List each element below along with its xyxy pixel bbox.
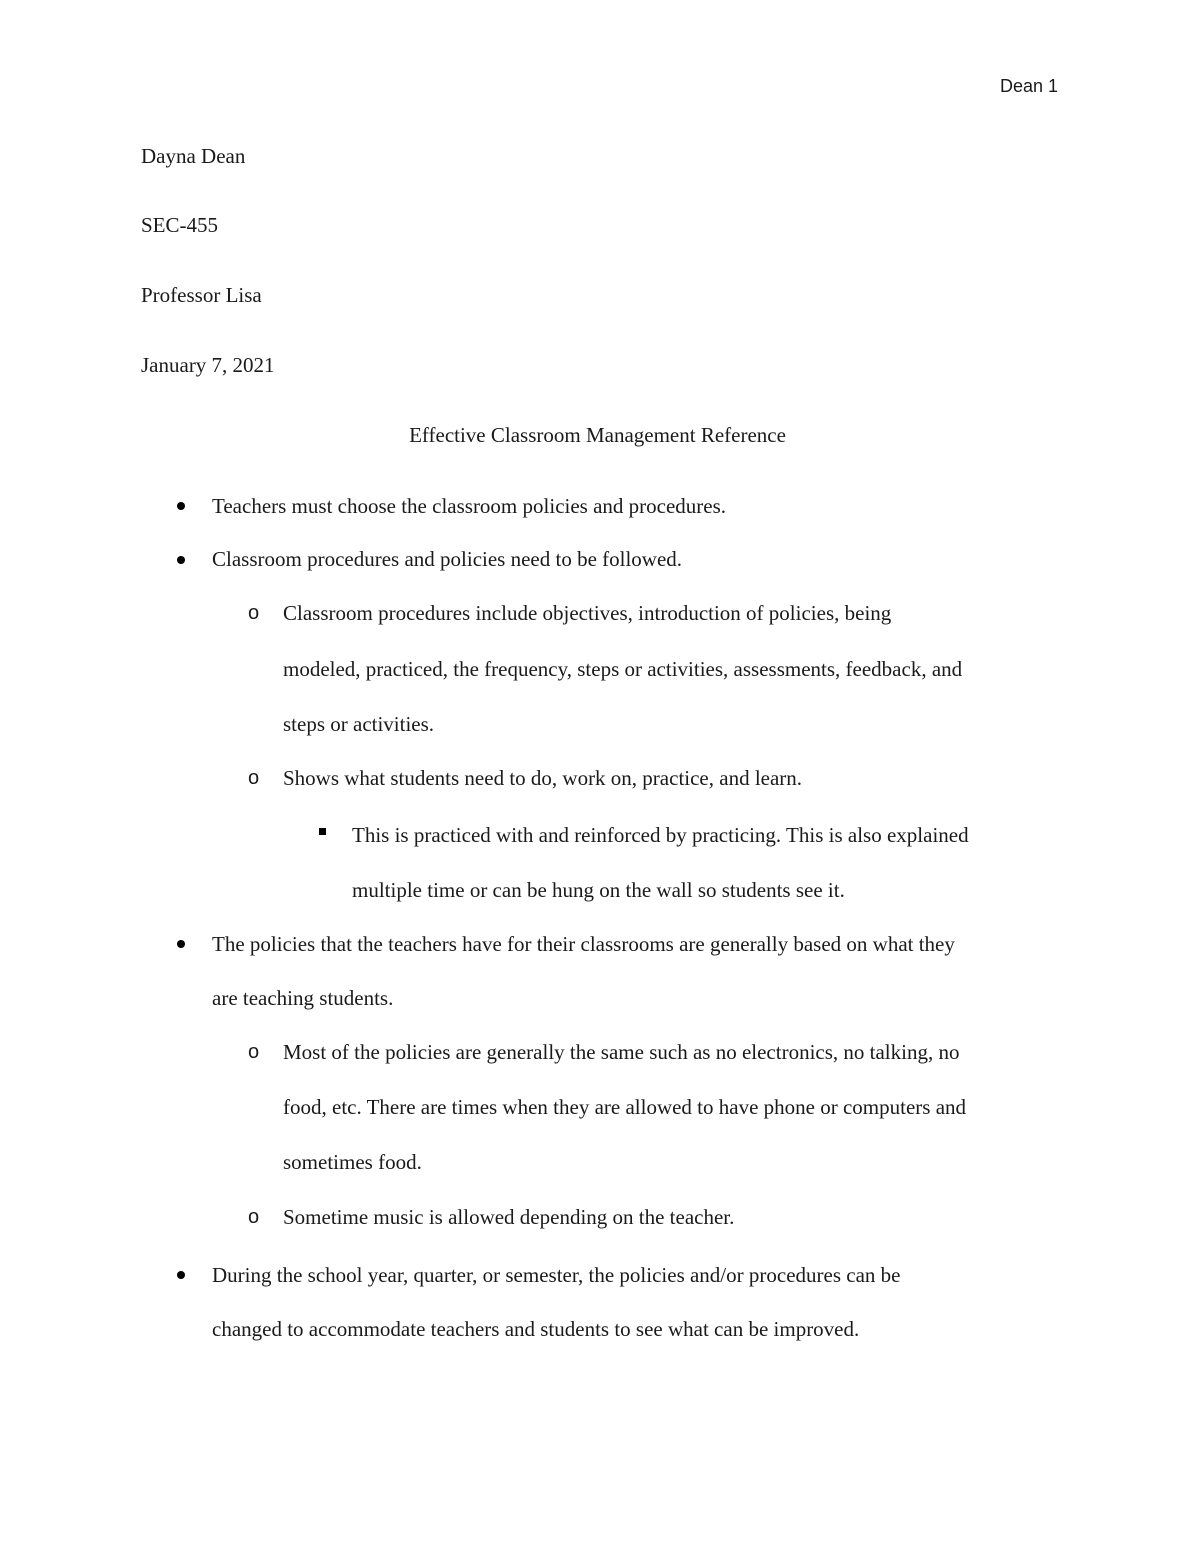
list-item-text: During the school year, quarter, or semester, the policies and/or procedures can be	[212, 1263, 901, 1287]
list-item-text: are teaching students.	[212, 986, 394, 1010]
list-item-text: The policies that the teachers have for their classrooms are generally based on what they	[212, 932, 955, 956]
list-item-text: Teachers must choose the classroom policies and procedures.	[212, 494, 727, 518]
course-code: SEC-455	[141, 213, 219, 237]
author-name: Dayna Dean	[141, 144, 246, 168]
document-title: Effective Classroom Management Reference	[409, 423, 786, 447]
list-item-text: Classroom procedures include objectives, introduction of policies, being	[283, 601, 892, 625]
list-item-text: steps or activities.	[283, 712, 435, 736]
list-item-text: modeled, practiced, the frequency, steps or activities, assessments, feedback, and	[283, 657, 963, 681]
document-date: January 7, 2021	[141, 353, 275, 377]
list-item-text: Classroom procedures and policies need to be followed.	[212, 547, 683, 571]
bullet-disc-icon	[177, 940, 185, 948]
sub-sub-bullet-square-icon	[319, 828, 326, 835]
list-item-text: changed to accommodate teachers and students to see what can be improved.	[212, 1317, 860, 1341]
bullet-disc-icon	[177, 502, 185, 510]
list-item-text: Shows what students need to do, work on, practice, and learn.	[283, 766, 803, 790]
sub-bullet-circle-icon: o	[248, 1206, 260, 1228]
list-item-text: Most of the policies are generally the same such as no electronics, no talking, no	[283, 1040, 960, 1064]
list-item-text: multiple time or can be hung on the wall so students see it.	[352, 878, 845, 902]
list-item-text: food, etc. There are times when they are allowed to have phone or computers and	[283, 1095, 967, 1119]
instructor-name: Professor Lisa	[141, 283, 262, 307]
list-item-text: This is practiced with and reinforced by practicing. This is also explained	[352, 823, 969, 847]
running-head: Dean 1	[999, 76, 1058, 96]
bullet-disc-icon	[177, 1271, 185, 1279]
list-item-text: sometimes food.	[283, 1150, 422, 1174]
bullet-disc-icon	[177, 556, 185, 564]
sub-bullet-circle-icon: o	[248, 602, 260, 624]
sub-bullet-circle-icon: o	[248, 1041, 260, 1063]
sub-bullet-circle-icon: o	[248, 767, 260, 789]
list-item-text: Sometime music is allowed depending on the teacher.	[283, 1205, 735, 1229]
